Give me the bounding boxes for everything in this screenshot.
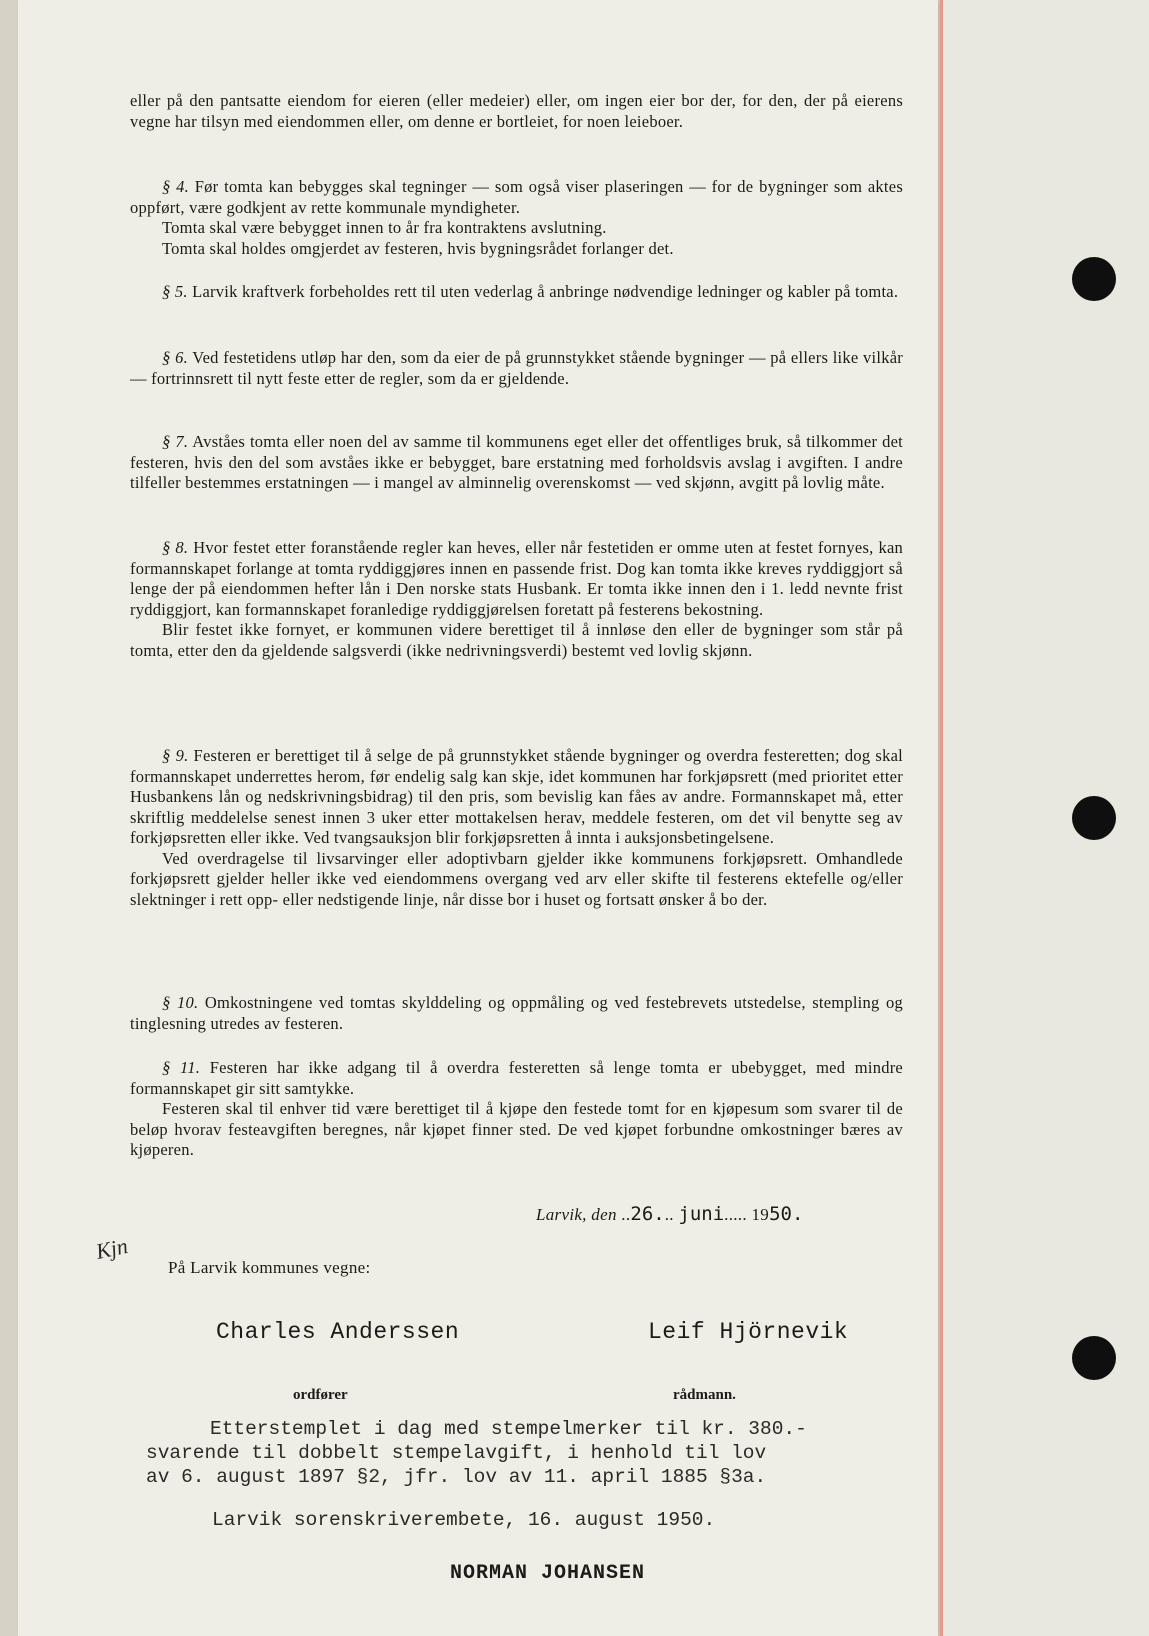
- section-5-text: Larvik kraftverk forbeholdes rett til uten vederlag å anbringe nødvendige ledninger og kabler på tomta.: [192, 282, 899, 301]
- section-8-para-2: Blir festet ikke fornyet, er kommunen videre berettiget til å innløse den eller de bygninger som står på tomta, etter den da gjeldende salgsverdi (ikke nedrivningsverdi) bestemt ved lovlig skjønn.: [130, 620, 903, 660]
- signing-den: den: [591, 1205, 617, 1224]
- stamp-duty-note: [146, 1417, 906, 1489]
- intro-paragraph: [130, 91, 903, 132]
- section-4-text: Før tomta kan bebygges skal tegninger — som også viser plaseringen — for de bygninger som aktes oppført, være godkjent av rette kommunale myndigheter.: [130, 177, 904, 217]
- section-9: [130, 746, 903, 910]
- section-10-number: § 10.: [162, 993, 199, 1012]
- section-6-number: § 6.: [162, 348, 188, 367]
- stamp-note-line-3: av 6. august 1897 §2, jfr. lov av 11. april 1885 §3a.: [146, 1466, 767, 1488]
- signature-chief-officer: Leif Hjörnevik: [648, 1319, 849, 1345]
- section-4: [130, 177, 903, 259]
- section-4-para-3: Tomta skal holdes omgjerdet av festeren, hvis bygningsrådet forlanger det.: [162, 238, 674, 258]
- section-4-para-2: Tomta skal være bebygget innen to år fra kontraktens avslutning.: [162, 218, 607, 237]
- section-7-text: Avståes tomta eller noen del av samme til kommunens eget eller det offentliges bruk, så tilkommer det festeren, hvis den del som avståes ikke er bebygget, bare erstatning med forholdsvis avslag i avgiften. I andre tilfeller bestemmes erstatningen — i mangel av alminnelig overenskomst — ved skjønn, avgitt på lovlig måte.: [130, 432, 904, 492]
- binder-hole-top: [1072, 257, 1116, 301]
- signing-day: 26.: [630, 1203, 665, 1225]
- section-9-text: Festeren er berettiget til å selge de på grunnstykket stående bygninger og overdra festeretten; dog skal formannskapet underrettes herom, før endelig salg kan skje, idet kommunen har forkjøpsrett (med prioritet etter Husbankens lån og nedskrivningsbidrag) til den pris, som bevislig kan fåes av andre. Formannskapet må, etter skriftlig meddelelse senest innen 3 uker etter mottakelsen herav, meddele festeren, om det vil benytte seg av forkjøpsretten eller ikke. Ved tvangsauksjon blir forkjøpsretten å innta i auksjonsbetingelsene.: [130, 746, 904, 847]
- section-7-number: § 7.: [162, 432, 189, 451]
- signing-city: Larvik,: [536, 1205, 587, 1224]
- binder-hole-middle: [1072, 796, 1116, 840]
- section-9-para-2: Ved overdragelse til livsarvinger eller adoptivbarn gjelder ikke kommunens forkjøpsrett. Omhandlede forkjøpsrett gjelder heller ikke ved eiendommens overgang ved arv eller skifte til festerens ektefelle og/eller slektninger i rett opp- eller nedstigende linje, når disse bor i huset og fortsatt ønsker å bo der.: [130, 848, 903, 909]
- signing-year-prefix: 19: [751, 1205, 770, 1224]
- section-4-number: § 4.: [162, 177, 190, 196]
- role-mayor: ordfører: [293, 1387, 348, 1403]
- binding-margin: [943, 0, 1149, 1636]
- role-chief-officer: rådmann.: [673, 1387, 736, 1403]
- section-11: [130, 1058, 903, 1161]
- section-11-text: Festeren har ikke adgang til å overdra festeretten så lenge tomta er ubebygget, med mindre formannskapet gir sitt samtykke.: [130, 1058, 904, 1098]
- section-6-text: Ved festetidens utløp har den, som da eier de på grunnstykket stående bygninger — på ellers like vilkår — fortrinnsrett til nytt feste etter de regler, som da er gjeldende.: [130, 348, 904, 388]
- section-8: [130, 538, 903, 661]
- registry-office-line: Larvik sorenskriverembete, 16. august 1950.: [212, 1509, 716, 1531]
- handwritten-initials: Kjn: [93, 1232, 130, 1265]
- signing-month: juni: [678, 1203, 725, 1225]
- stamp-note-line-1: Etterstemplet i dag med stempelmerker til kr. 380.-: [210, 1418, 807, 1440]
- signing-date: Larvik, den ..26... juni..... 1950.: [536, 1203, 804, 1225]
- section-5-number: § 5.: [162, 282, 188, 301]
- stamp-note-line-2: svarende til dobbelt stempelavgift, i henhold til lov: [146, 1442, 767, 1464]
- section-8-number: § 8.: [162, 538, 189, 557]
- section-9-number: § 9.: [162, 746, 189, 765]
- section-8-text: Hvor festet etter foranstående regler kan heves, eller når festetiden er omme uten at festet fornyes, kan formannskapet forlange at tomta ryddiggjøres innen en passende frist. Dog kan tomta ikke kreves ryddiggjort så lenge der på eiendommen hefter lån i Den norske stats Husbank. Er tomta ikke innen den i 1. ledd nevnte frist ryddiggjort, kan formannskapet foranledige ryddiggjørelsen foretatt på festerens bekostning.: [130, 538, 904, 619]
- binder-hole-bottom: [1072, 1336, 1116, 1380]
- section-6: [130, 348, 903, 389]
- signing-year-suffix: 50.: [769, 1203, 804, 1225]
- signature-mayor: Charles Anderssen: [216, 1319, 460, 1345]
- registrar-name: NORMAN JOHANSEN: [450, 1562, 646, 1585]
- section-11-para-2: Festeren skal til enhver tid være berettiget til å kjøpe den festede tomt for en kjøpesum som svarer til de beløp hvorav festeavgiften beregnes, når kjøpet finner sted. De ved kjøpet forbundne omkostninger bæres av kjøperen.: [130, 1099, 903, 1159]
- section-10: [130, 993, 903, 1034]
- section-11-number: § 11.: [162, 1058, 201, 1077]
- section-5: [130, 282, 903, 303]
- section-7: [130, 432, 903, 494]
- intro-text: eller på den pantsatte eiendom for eieren (eller medeier) eller, om ingen eier bor der, for den, der på eierens vegne har tilsyn med eiendommen eller, om denne er bortleiet, for noen leieboer.: [130, 91, 903, 131]
- section-10-text: Omkostningene ved tomtas skylddeling og oppmåling og ved festebrevets utstedelse, stempling og tinglesning utredes av festeren.: [130, 993, 903, 1033]
- on-behalf-line: På Larvik kommunes vegne:: [168, 1258, 371, 1277]
